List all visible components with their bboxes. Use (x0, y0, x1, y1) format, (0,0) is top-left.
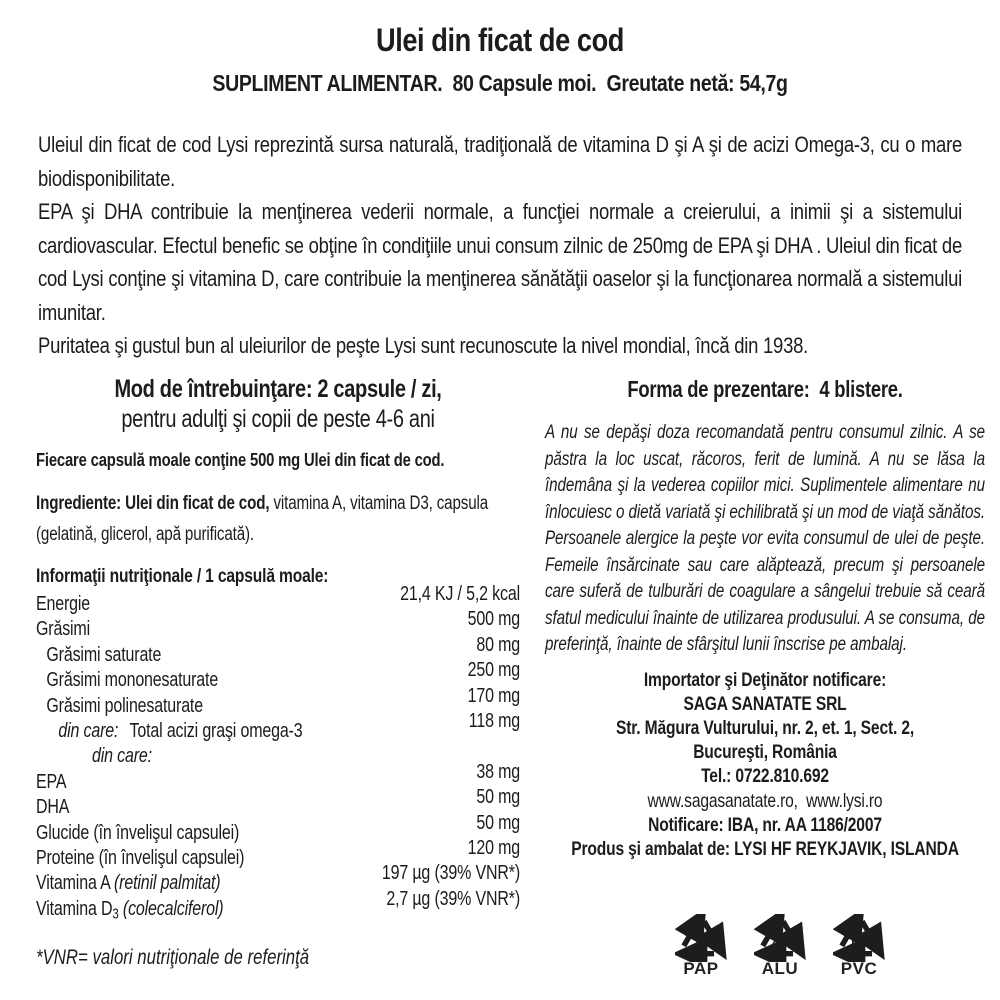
vnr-footnote: *VNR= valori nutriţionale de referinţă (36, 946, 310, 970)
nutrition-row (36, 583, 520, 617)
nutrition-row-label: din care: Total acizi graşi omega-3 (58, 719, 303, 742)
recycling-symbol-pvc (828, 914, 890, 979)
capsule-content-note: Fiecare capsulă moale conţine 500 mg Ulei din ficat de cod. (36, 449, 445, 470)
importer-line: Bucureşti, România (693, 741, 837, 764)
importer-line: Str. Măgura Vulturului, nr. 2, et. 1, Sect. 2, (615, 716, 915, 739)
recycling-symbol-alu (749, 914, 811, 979)
storage-warning-text: A nu se depăşi doza recomandată pentru consumul zilnic. A se păstra la loc uscat, răcoros, ferit de lumină. A nu se lăsa la îndemâna şi la vederea copiilor mici. Suplimentele alimentare nu înlocuiesc o dietă variată şi echilibrată şi un mod de viaţă sănătos. Persoanele alergice la peşte vor evita consumul de ulei de peşte. Femeile însărcinate sau care alăptează, precum şi persoanele care suferă de tulburări de coagulare a sângelui trebuie să ceară sfatul medicului înainte de utilizarea produsului. A se consuma, de preferinţă, înainte de sfârşitul lunii înscrise pe ambalaj. (545, 422, 985, 655)
nutrition-row (36, 633, 520, 668)
nutrition-row-label: Glucide (în învelişul capsulei) (36, 821, 240, 844)
importer-line: www.sagasanatate.ro, www.lysi.ro (647, 789, 883, 812)
page-title: Ulei din ficat de cod (375, 22, 624, 58)
recycle-material-label: PAP (683, 959, 719, 978)
importer-line: Tel.: 0722.810.692 (701, 765, 829, 788)
nutrition-row-value: 50 mg (476, 786, 520, 809)
nutrition-row-value: 80 mg (476, 633, 520, 656)
nutrition-row-value: 500 mg (467, 608, 520, 631)
nutrition-row-value: 197 µg (39% VNR*) (381, 862, 520, 885)
nutrition-row-qualifier: din care: (58, 719, 119, 742)
page-subtitle: SUPLIMENT ALIMENTAR. 80 Capsule moi. Greutate netă: 54,7g (212, 70, 788, 96)
recycle-triangle-icon (754, 914, 806, 962)
intro-text (38, 128, 962, 363)
nutrition-row-value: 50 mg (476, 811, 520, 834)
nutrition-row-label: Vitamina A (retinil palmitat) (36, 872, 221, 895)
usage-heading: Mod de întrebuinţare: 2 capsule / zi, (114, 375, 442, 403)
nutrition-row-value: 170 mg (467, 684, 520, 707)
intro-paragraph-3: Puritatea şi gustul bun al uleiurilor de peşte Lysi sunt recunoscute la nivel mondial, încă din 1938. (38, 333, 809, 358)
ingredients-label: Ingrediente: Ulei din ficat de cod, (36, 493, 270, 514)
nutrition-header: Informaţii nutriţionale / 1 capsulă moale: (36, 565, 329, 587)
nutrition-row (36, 744, 520, 769)
left-column (36, 374, 520, 970)
nutrition-table (36, 583, 520, 923)
nutrition-row-value: 120 mg (467, 836, 520, 859)
svg-text:03: 03 (851, 933, 867, 950)
nutrition-row (36, 659, 520, 693)
recycle-material-label: ALU (761, 959, 799, 978)
nutrition-row-label: Grăsimi (36, 618, 90, 641)
nutrition-row-label: Grăsimi saturate (46, 643, 162, 666)
nutrition-row-qualifier: din care: (92, 745, 152, 768)
intro-paragraph-2: EPA şi DHA contribuie la menţinerea vederii normale, a funcţiei normale a creierului, a inimii şi a sistemului cardiovascular. Efectul benefic se obţine în condiţiile unui consum zilnic de 250mg de EPA şi DHA . Uleiul din ficat de cod Lysi conţine şi vitamina D, care contribuie la menţinerea sănătăţii oaselor şi la funcţionarea normală a sistemului imunitar. (38, 199, 962, 325)
nutrition-row (36, 608, 520, 642)
importer-line: Importator şi Deţinător notificare: (643, 668, 887, 691)
nutrition-row (36, 760, 520, 795)
nutrition-row-label: Proteine (în învelişul capsulei) (36, 846, 245, 869)
recycling-symbol-pap (670, 914, 732, 979)
nutrition-row-label: Vitamina $D_3$ (colecalciferol) (36, 897, 224, 923)
importer-block (545, 668, 985, 862)
nutrition-row (36, 887, 520, 923)
importer-line: Produs şi ambalat de: LYSI HF REYKJAVIK, ISLANDA (571, 837, 959, 860)
svg-text:41: 41 (772, 933, 788, 950)
recycling-symbols (560, 914, 1000, 979)
nutrition-row-label-italic: (retinil palmitat) (114, 872, 221, 895)
svg-text:21: 21 (693, 933, 709, 950)
intro-paragraph-1: Uleiul din ficat de cod Lysi reprezintă sursa naturală, tradiţională de vitamina D şi A şi de acizi Omega-3, cu o mare biodisponibilitate. (38, 132, 962, 191)
ingredients-text (36, 488, 520, 550)
presentation-heading: Forma de prezentare: 4 blistere. (627, 376, 903, 402)
usage-subheading: pentru adulţi şi copii de peste 4-6 ani (121, 405, 435, 433)
nutrition-row-value: 250 mg (467, 659, 520, 682)
nutrition-row-value: 21,4 KJ / 5,2 kcal (400, 583, 520, 605)
nutrition-row-value: 2,7 µg (39% VNR*) (386, 887, 520, 910)
right-column (545, 374, 985, 861)
nutrition-row (36, 709, 520, 744)
recycle-material-label: PVC (840, 959, 878, 978)
nutrition-row-value: 38 mg (476, 760, 520, 783)
nutrition-row-label: Energie (36, 593, 91, 615)
nutrition-row (36, 811, 520, 846)
nutrition-row-label: Grăsimi polinesaturate (46, 694, 203, 717)
recycle-triangle-icon (675, 914, 727, 962)
importer-line: SAGA SANATATE SRL (683, 692, 847, 715)
nutrition-row-label-italic: (colecalciferol) (118, 897, 224, 920)
nutrition-row (36, 684, 520, 719)
nutrition-row (36, 786, 520, 820)
subscript: 3 (112, 906, 119, 923)
nutrition-row-label: Grăsimi mononesaturate (46, 669, 219, 692)
nutrition-row-label: DHA (36, 796, 70, 819)
ingredients-rest: vitamina A, vitamina D3, capsula (gelatină, glicerol, apă purificată). (36, 493, 489, 545)
nutrition-row-label (36, 744, 163, 769)
nutrition-row-label: EPA (36, 770, 67, 793)
nutrition-row-value: 118 mg (468, 709, 520, 732)
recycle-triangle-icon (833, 914, 885, 962)
importer-line: Notificare: IBA, nr. AA 1186/2007 (648, 813, 882, 836)
